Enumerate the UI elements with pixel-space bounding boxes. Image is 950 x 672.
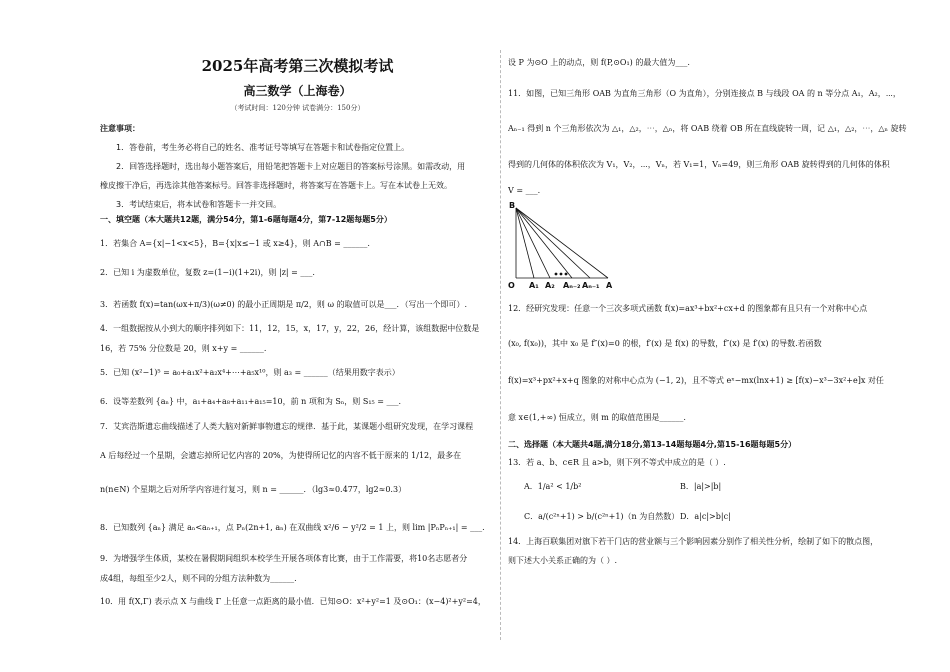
label-A2: A₂ — [545, 281, 555, 290]
notice-3: 3．考试结束后，将本试卷和答题卡一并交回。 — [116, 200, 282, 209]
question-11a: 11．如图，已知三角形 OAB 为直角三角形（O 为直角），分别连接点 B 与线段 OA 的 n 等分点 A₁，A₂，⋯， — [508, 89, 901, 98]
question-10-cont: 设 P 为⊙O 上的动点，则 f(P,⊙O₁) 的最大值为___. — [508, 58, 690, 67]
question-13: 13．若 a、b、c∈R 且 a>b，则下列不等式中成立的是（ ）. — [508, 458, 726, 467]
question-3: 3．若函数 f(x)=tan(ωx+π/3)(ω≠0) 的最小正周期是 π/2，则 ω 的取值可以是___．（写出一个即可）. — [100, 300, 468, 309]
notice-heading: 注意事项： — [100, 124, 140, 133]
option-13C: C．a/(c²ⁿ+1) > b/(c²ⁿ+1)（n 为自然数） — [524, 512, 680, 521]
segment-BAn-1 — [516, 208, 590, 278]
option-13D: D．a|c|>b|c| — [680, 512, 731, 521]
section-choice: 二、选择题（本大题共4题,满分18分,第13-14题每题4分,第15-16题每题5分） — [508, 440, 797, 449]
notice-1: 1．答卷前，考生务必将自己的姓名、准考证号等填写在答题卡和试卷指定位置上。 — [116, 143, 410, 152]
question-7b: A 后每经过一个星期，会遗忘掉所记忆内容的 20%，为使得所记忆的内容不低于原来的 1/12，最多在 — [100, 451, 462, 460]
right-column — [508, 0, 908, 672]
segment-BA1 — [516, 208, 534, 278]
question-12d: 意 x∈(1,+∞) 恒成立，则 m 的取值范围是______. — [508, 413, 686, 422]
question-10: 10．用 f(X,Γ) 表示点 X 与曲线 Γ 上任意一点距离的最小值．已知⊙O：x²+y²=1 及⊙O₁：(x−4)²+y²=4， — [100, 597, 486, 606]
question-5: 5．已知 (x²−1)⁵ = a₀+a₁x²+a₂x⁴+⋯+a₅x¹⁰，则 a₃ = ______（结果用数字表示） — [100, 368, 400, 377]
left-column — [100, 0, 495, 672]
segment-BA2 — [516, 208, 550, 278]
ellipsis-dot — [560, 273, 563, 276]
question-12b: (x₀, f(x₀))，其中 x₀ 是 f″(x)=0 的根，f′(x) 是 f(x) 的导数，f″(x) 是 f′(x) 的导数.若函数 — [508, 339, 822, 348]
question-8: 8．已知数列 {aₙ} 满足 aₙ<aₙ₊₁，点 Pₙ(2n+1, aₙ) 在双曲线 x²/6 − y²/2 = 1 上，则 lim |PₙPₙ₊₁| = ___. — [100, 523, 485, 532]
question-9b: 成4组，每组至少2人，则不同的分组方法种数为______. — [100, 574, 297, 583]
label-B: B — [509, 201, 516, 210]
label-O: O — [508, 281, 515, 290]
option-13B: B．|a|>|b| — [680, 482, 722, 491]
question-9a: 9．为增强学生体质，某校在暑假期间组织本校学生开展各项体育比赛，由于工作需要，将10名志愿者分 — [100, 554, 468, 563]
question-4a: 4．一组数据按从小到大的顺序排列如下：11，12，15，x，17，y，22，26，经计算，该组数据中位数是 — [100, 324, 480, 333]
question-7a: 7．艾宾浩斯遗忘曲线描述了人类大脑对新鲜事物遗忘的规律．基于此，某课题小组研究发现，在学习课程 — [100, 422, 474, 431]
question-2: 2．已知 i 为虚数单位，复数 z=(1−i)(1+2i)，则 |z| = ___. — [100, 268, 315, 277]
question-6: 6．设等差数列 {aₙ} 中，a₁+a₄+a₈+a₁₁+a₁₅=10，前 n 项和为 Sₙ，则 S₁₅ = ___. — [100, 397, 402, 406]
notice-2a: 2．回答选择题时，选出每小题答案后，用铅笔把答题卡上对应题目的答案标号涂黑。如需改动，用 — [116, 162, 466, 171]
segment-BA — [516, 208, 608, 278]
ellipsis-dot — [555, 273, 558, 276]
label-An-2: Aₙ₋₂ — [563, 281, 581, 290]
question-11b: Aₙ₋₁ 得到 n 个三角形依次为 △₁，△₂，⋯，△ₙ，将 OAB 绕着 OB 所在直线旋转一周，记 △₁，△₂，⋯，△ₙ 旋转 — [508, 124, 907, 133]
ellipsis-dot — [565, 273, 568, 276]
exam-title: 2025年高考第三次模拟考试 — [201, 57, 394, 75]
notice-2b: 橡皮擦干净后，再选涂其他答案标号。回答非选择题时，将答案写在答题卡上。写在本试卷上无效。 — [100, 181, 452, 190]
exam-info: （考试时间：120分钟 试卷满分：150分） — [230, 104, 365, 112]
question-7c: n(n∈N) 个星期之后对所学内容进行复习，则 n = ______．（lg3≈0.477，lg2≈0.3） — [100, 485, 407, 494]
triangle-figure — [508, 200, 620, 292]
question-11c: 得到的几何体的体积依次为 V₁，V₂，⋯，Vₙ，若 V₁=1，Vₙ=49，则三角形 OAB 旋转得到的几何体的体积 — [508, 160, 890, 169]
question-12a: 12．经研究发现：任意一个三次多项式函数 f(x)=ax³+bx²+cx+d 的图象都有且只有一个对称中心点 — [508, 304, 868, 313]
question-14a: 14．上海百联集团对旗下若干门店的营业额与三个影响因素分别作了相关性分析，绘制了如下的散点图， — [508, 537, 879, 546]
option-13A: A．1/a² < 1/b² — [524, 482, 582, 491]
label-A: A — [606, 281, 613, 290]
question-4b: 16，若 75% 分位数是 20，则 x+y = ______. — [100, 344, 267, 353]
section-fill-in: 一、填空题（本大题共12题，满分54分，第1-6题每题4分，第7-12题每题5分） — [100, 215, 392, 224]
column-divider — [500, 50, 501, 640]
question-14b: 则下述大小关系正确的为（ ）. — [508, 556, 618, 565]
question-12c: f(x)=x³+px²+x+q 图象的对称中心点为 (−1, 2)，且不等式 eˣ−mx(lnx+1) ≥ [f(x)−x³−3x²+e]x 对任 — [508, 376, 884, 385]
label-A1: A₁ — [529, 281, 539, 290]
segment-BAn-2 — [516, 208, 572, 278]
label-An-1: Aₙ₋₁ — [582, 281, 600, 290]
question-11d: V = ___. — [508, 186, 541, 195]
question-1: 1．若集合 A={x|−1<x<5}，B={x|x≤−1 或 x≥4}，则 A∩B = ______. — [100, 239, 370, 248]
exam-subtitle: 高三数学（上海卷） — [243, 84, 352, 98]
